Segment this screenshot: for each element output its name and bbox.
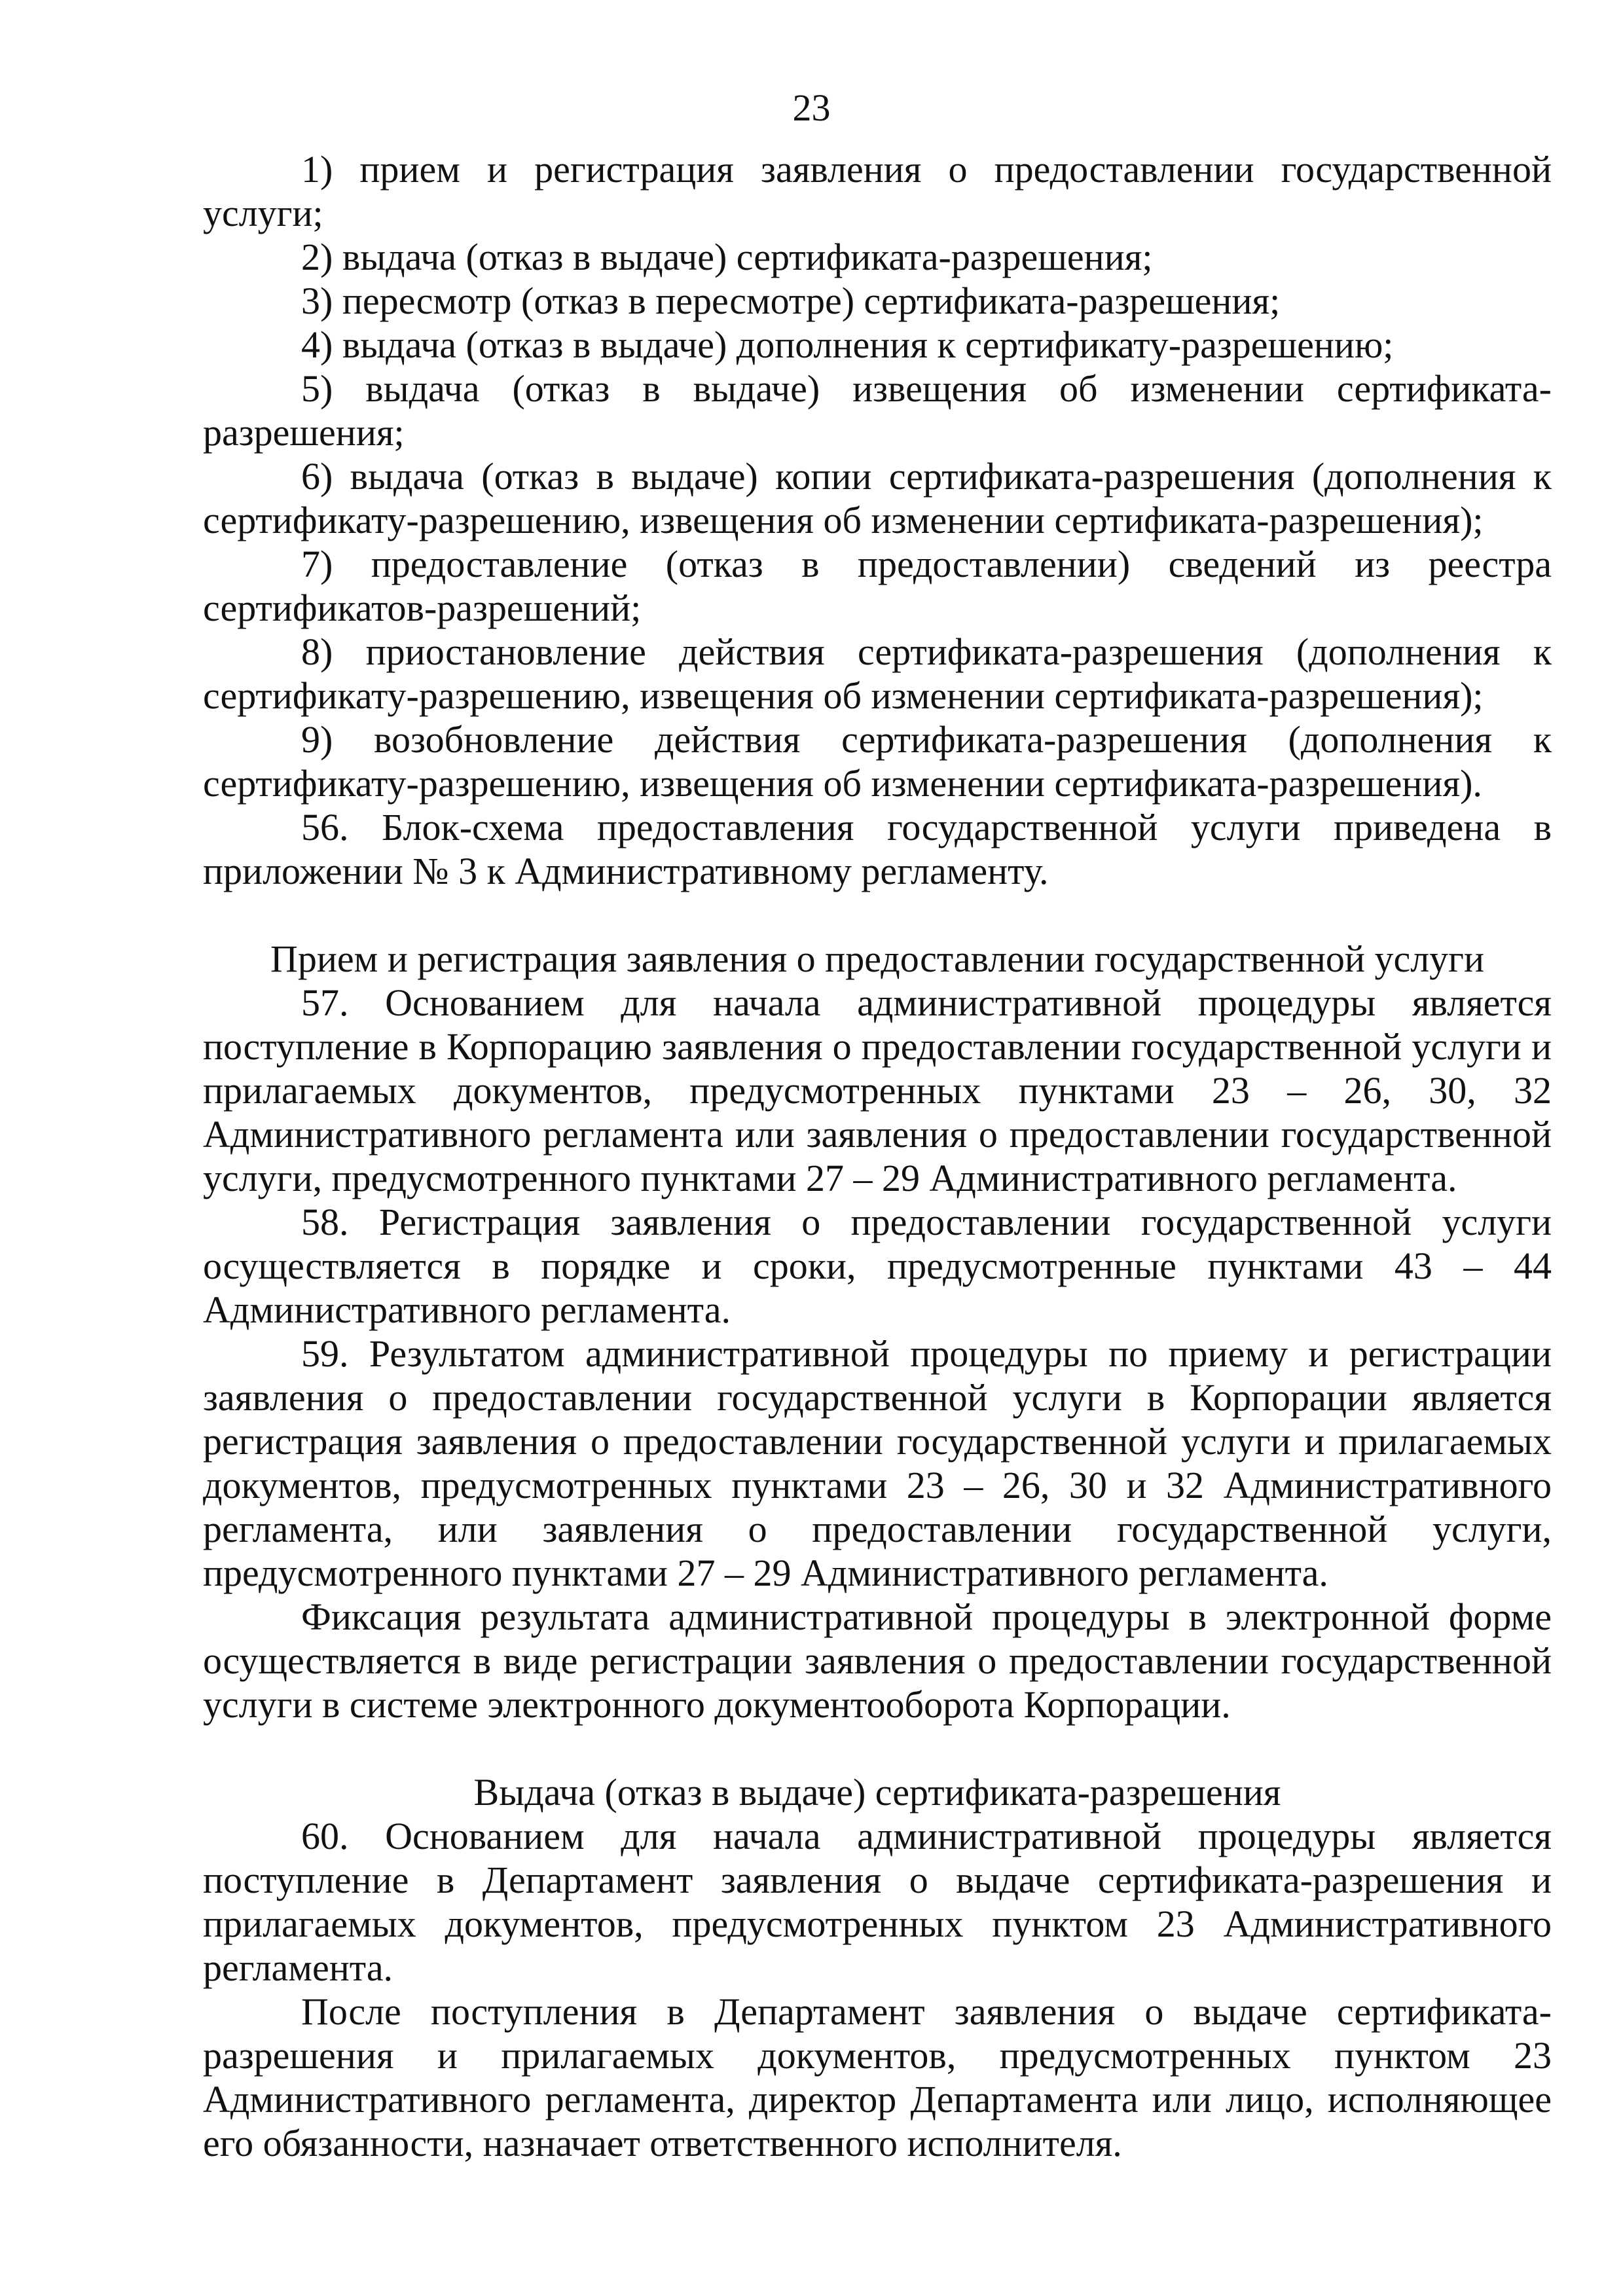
list-item-1: 1) прием и регистрация заявления о предоставлении государственной услуги; xyxy=(203,148,1552,234)
list-item-5: 5) выдача (отказ в выдаче) извещения об изменении сертификата-разрешения; xyxy=(203,367,1552,454)
paragraph-56: 56. Блок-схема предоставления государственной услуги приведена в приложении № 3 к Административному регламенту. xyxy=(203,806,1552,892)
page-number: 23 xyxy=(792,86,831,129)
document-body xyxy=(203,147,1552,2165)
paragraph-57: 57. Основанием для начала административной процедуры является поступление в Корпорацию заявления о предоставлении государственной услуги и прилагаемых документов, предусмотренных пунктами 23 – 26, 30, 32 Административного регламента или заявления о предоставлении государственной услуги, предусмотренного пунктами 27 – 29 Административного регламента. xyxy=(203,981,1552,1199)
section-heading-reception: Прием и регистрация заявления о предоставлении государственной услуги xyxy=(270,938,1484,980)
paragraph-60: 60. Основанием для начала административной процедуры является поступление в Департамент заявления о выдаче сертификата-разрешения и прилагаемых документов, предусмотренных пунктом 23 Административного регламента. xyxy=(203,1815,1552,1989)
list-item-6: 6) выдача (отказ в выдаче) копии сертификата-разрешения (дополнения к сертификату-разрешению, извещения об изменении сертификата-разрешения); xyxy=(203,455,1552,541)
paragraph-58: 58. Регистрация заявления о предоставлении государственной услуги осуществляется в порядке и сроки, предусмотренные пунктами 43 – 44 Административного регламента. xyxy=(203,1201,1552,1331)
list-item-3: 3) пересмотр (отказ в пересмотре) сертификата-разрешения; xyxy=(301,280,1281,322)
paragraph-after-receipt: После поступления в Департамент заявления о выдаче сертификата-разрешения и прилагаемых документов, предусмотренных пунктом 23 Административного регламента, директор Департамента или лицо, исполняющее его обязанности, назначает ответственного исполнителя. xyxy=(203,1990,1552,2164)
paragraph-fixation: Фиксация результата административной процедуры в электронной форме осуществляется в виде регистрации заявления о предоставлении государственной услуги в системе электронного документооборота Корпорации. xyxy=(203,1595,1552,1726)
list-item-2: 2) выдача (отказ в выдаче) сертификата-разрешения; xyxy=(301,236,1153,278)
section-heading-issuance: Выдача (отказ в выдаче) сертификата-разрешения xyxy=(473,1771,1281,1813)
list-item-9: 9) возобновление действия сертификата-разрешения (дополнения к сертификату-разрешению, извещения об изменении сертификата-разрешения). xyxy=(203,718,1552,805)
list-item-8: 8) приостановление действия сертификата-разрешения (дополнения к сертификату-разрешению, извещения об изменении сертификата-разрешения); xyxy=(203,630,1552,717)
list-item-4: 4) выдача (отказ в выдаче) дополнения к сертификату-разрешению; xyxy=(301,323,1394,366)
list-item-7: 7) предоставление (отказ в предоставлении) сведений из реестра сертификатов-разрешений; xyxy=(203,543,1552,629)
paragraph-59: 59. Результатом административной процедуры по приему и регистрации заявления о предоставлении государственной услуги в Корпорации является регистрация заявления о предоставлении государственной услуги и прилагаемых документов, предусмотренных пунктами 23 – 26, 30 и 32 Административного регламента, или заявления о предоставлении государственной услуги, предусмотренного пунктами 27 – 29 Административного регламента. xyxy=(203,1332,1552,1594)
